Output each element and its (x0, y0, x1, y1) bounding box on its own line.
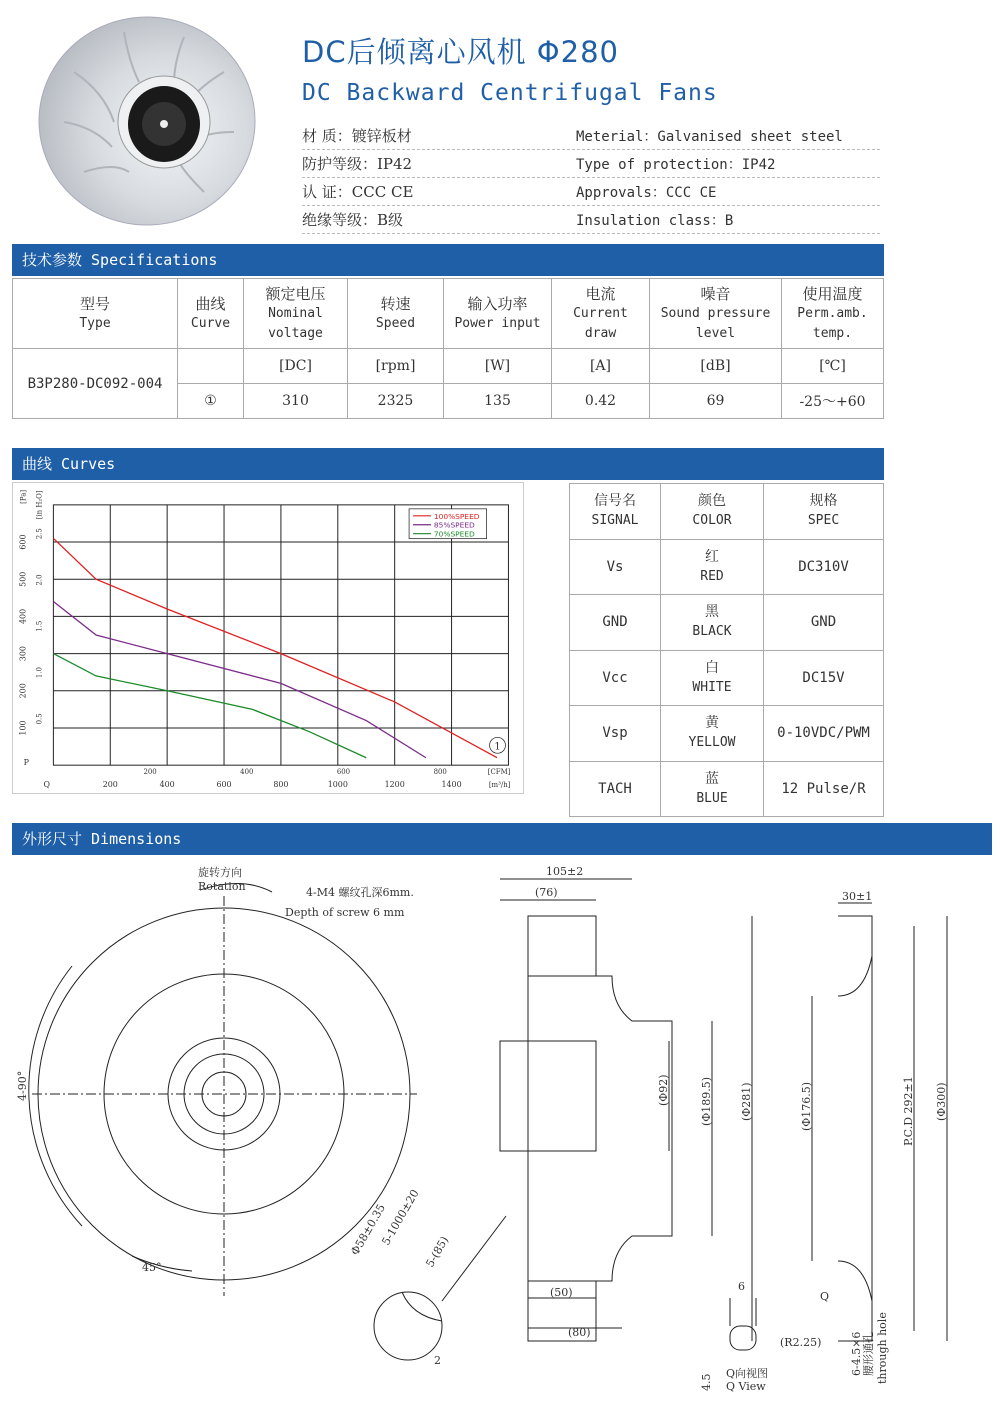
signal-row (570, 706, 884, 762)
color-cn: 黄 (705, 715, 719, 732)
color-en: YELLOW (688, 735, 736, 751)
spec-unit-row (13, 349, 884, 384)
unit-cell: [dB] (650, 349, 782, 384)
x-unit: [m³/h] (488, 781, 511, 790)
screw-cn: 4-M4 螺纹孔深6mm. (306, 886, 414, 899)
x-tick-label: 1000 (327, 780, 348, 790)
spec-header (244, 279, 348, 349)
value-cell: 0.42 (552, 384, 650, 419)
unit-cell: [℃] (782, 349, 884, 384)
page-subtitle: DC Backward Centrifugal Fans (302, 80, 718, 106)
width-label: (50) (550, 1286, 573, 1299)
signal-spec: 12 Pulse/R (764, 761, 884, 817)
color-en: BLACK (692, 624, 732, 640)
side-label: (Φ176.5) (800, 1081, 813, 1131)
performance-chart (12, 482, 524, 794)
x-tick-label: 1400 (441, 780, 462, 790)
dimension-labels (16, 865, 948, 1393)
header-en: Perm.amb. temp. (797, 305, 868, 341)
x2-tick-label: 600 (336, 768, 351, 777)
signal-row (570, 595, 884, 651)
hole-cn2: 腰形通孔 (862, 1332, 875, 1376)
value-cell: 135 (444, 384, 552, 419)
rotation-en: Rotation (198, 880, 246, 893)
signal-row (570, 761, 884, 817)
x-tick-label: 1200 (384, 780, 405, 790)
property-row (302, 150, 880, 178)
y-tick-label: 400 (18, 608, 28, 625)
signal-color (661, 595, 764, 651)
spec-header (13, 279, 178, 349)
header-en: SIGNAL (591, 513, 639, 529)
side-label: 30±1 (842, 890, 873, 903)
signal-spec: GND (764, 595, 884, 651)
header-en: Nominal voltage (268, 305, 323, 341)
value-cell: -25～+60 (782, 384, 884, 419)
header-cn: 转速 (380, 294, 411, 313)
color-en: BLUE (696, 790, 728, 806)
page-title: DC后倾离心风机 Φ280 (302, 35, 619, 69)
signal-color (661, 706, 764, 762)
angle-label: 45° (142, 1261, 162, 1274)
x2-tick-label: 200 (143, 768, 157, 777)
height-label: (Φ281) (740, 1082, 753, 1121)
signal-color (661, 539, 764, 595)
header-en: Sound pressure level (660, 305, 771, 341)
height-label: (Φ92) (657, 1074, 670, 1106)
screw-en: Depth of screw 6 mm (285, 906, 405, 919)
header-cn: 信号名 (594, 493, 636, 510)
header-cn: 输入功率 (467, 294, 528, 313)
width-label: (80) (568, 1326, 591, 1339)
x2-tick-label: 800 (433, 768, 447, 777)
property-en: Type of protection：IP42 (576, 156, 776, 173)
property-cn: 绝缘等级：B级 (302, 211, 404, 229)
property-row (302, 178, 880, 206)
section-bar-dims: 外形尺寸 Dimensions (12, 823, 992, 855)
signal-color (661, 650, 764, 706)
y-tick-label: 200 (18, 683, 28, 699)
properties-list (302, 122, 880, 234)
y2-tick-label: 0.5 (35, 713, 44, 725)
property-cn: 认 证：CCC CE (302, 183, 414, 201)
height-label: (Φ189.5) (700, 1076, 713, 1126)
width-label: 105±2 (546, 865, 584, 878)
cable-label: 5-(85) (423, 1234, 452, 1270)
color-cn: 白 (705, 659, 719, 676)
signal-spec: DC310V (764, 539, 884, 595)
y-unit: [Pa] (19, 489, 28, 504)
spec-header (782, 279, 884, 349)
signal-spec: 0-10VDC/PWM (764, 706, 884, 762)
legend-label: 85%SPEED (433, 520, 475, 530)
spec-header (444, 279, 552, 349)
diameter-label: Φ58±0.35 (348, 1201, 388, 1258)
signal-name: Vcc (570, 650, 661, 706)
x2-tick-label: 400 (240, 768, 254, 777)
header-cn: 规格 (809, 493, 838, 510)
y-axis-label: P (23, 758, 29, 768)
q-view-en: Q View (726, 1380, 766, 1393)
legend-label: 100%SPEED (433, 511, 480, 521)
slot-height-label: 4.5 (700, 1373, 713, 1391)
slot-width-label: 6 (738, 1280, 745, 1293)
property-row (302, 122, 880, 150)
spec-header (650, 279, 782, 349)
value-cell: ① (178, 384, 244, 419)
header-cn: 曲线 (195, 294, 226, 313)
legend-label: 70%SPEED (433, 529, 475, 539)
signal-header-row (570, 484, 884, 540)
radius-label: (R2.25) (780, 1336, 822, 1349)
x-tick-label: 400 (159, 780, 175, 790)
q-label: Q (820, 1290, 830, 1303)
curve-marker: 1 (494, 741, 501, 753)
color-cn: 蓝 (705, 770, 719, 787)
property-en: Meterial：Galvanised sheet steel (576, 128, 843, 145)
signal-name: GND (570, 595, 661, 651)
header-cn: 颜色 (698, 493, 726, 510)
signal-table (569, 483, 884, 817)
color-cn: 红 (705, 548, 719, 565)
header-en: SPEC (807, 513, 840, 529)
signal-color (661, 761, 764, 817)
signal-name: TACH (570, 761, 661, 817)
spec-table (12, 278, 884, 419)
unit-cell: [W] (444, 349, 552, 384)
section-bar-curves: 曲线 Curves (12, 448, 884, 480)
header-en: Speed (375, 315, 416, 331)
signal-header (570, 484, 661, 540)
signal-header (764, 484, 884, 540)
signal-row (570, 650, 884, 706)
header-en: Power input (454, 315, 541, 331)
header-cn: 使用温度 (802, 284, 863, 303)
angle-label: 4-90° (16, 1070, 29, 1101)
x-tick-label: 600 (216, 780, 232, 790)
color-en: WHITE (692, 679, 732, 695)
y2-tick-label: 2.0 (35, 574, 44, 586)
property-row (302, 206, 880, 234)
fan-photo (34, 12, 260, 230)
color-cn: 黑 (705, 604, 719, 621)
unit-cell: [A] (552, 349, 650, 384)
section-bar-spec: 技术参数 Specifications (12, 244, 884, 276)
property-en: Insulation class：B (576, 212, 734, 229)
side-label: P.C.D 292±1 (902, 1076, 915, 1146)
side-label: (Φ300) (935, 1082, 948, 1121)
header-en: COLOR (692, 513, 732, 529)
cable-label: 5-1000±20 (379, 1187, 422, 1248)
unit-cell: [rpm] (348, 349, 444, 384)
model-cell: B3P280-DC092-004 (13, 349, 178, 419)
width-label: (76) (535, 886, 558, 899)
hole-cn: 6-4.5×6 (850, 1331, 863, 1376)
y-tick-label: 300 (18, 646, 28, 662)
header-en: Current draw (573, 305, 628, 341)
y-tick-label: 500 (18, 571, 28, 587)
spec-header (552, 279, 650, 349)
empty-cell (178, 349, 244, 384)
color-en: RED (700, 568, 724, 584)
header-en: Type (79, 315, 111, 331)
header-cn: 噪音 (700, 284, 731, 303)
x-tick-label: 800 (273, 780, 289, 790)
hole-en: through hole (876, 1312, 889, 1384)
x2-unit: [CFM] (487, 768, 511, 777)
property-cn: 防护等级：IP42 (302, 155, 413, 173)
signal-header (661, 484, 764, 540)
value-cell: 69 (650, 384, 782, 419)
rotation-cn: 旋转方向 (198, 866, 242, 879)
detail-label: 2 (434, 1354, 441, 1367)
header-cn: 额定电压 (265, 284, 326, 303)
value-cell: 310 (244, 384, 348, 419)
x-tick-label: 200 (102, 780, 118, 790)
unit-cell: [DC] (244, 349, 348, 384)
y2-tick-label: 1.0 (35, 667, 44, 679)
x-axis-label: Q (43, 780, 50, 790)
signal-spec: DC15V (764, 650, 884, 706)
signal-row (570, 539, 884, 595)
header-cn: 型号 (79, 294, 110, 313)
y2-tick-label: 2.5 (35, 528, 44, 540)
value-cell: 2325 (348, 384, 444, 419)
spec-header-row (13, 279, 884, 349)
dimension-drawing (12, 856, 992, 1406)
y2-unit: [in H₂O] (35, 490, 44, 520)
y2-tick-label: 1.5 (35, 620, 44, 632)
header-en: Curve (190, 315, 231, 331)
y-tick-label: 100 (18, 720, 28, 736)
signal-name: Vsp (570, 706, 661, 762)
q-view-cn: Q向视图 (726, 1367, 769, 1380)
property-cn: 材 质：镀锌板材 (302, 127, 412, 145)
header-cn: 电流 (585, 284, 616, 303)
property-en: Approvals：CCC CE (576, 184, 717, 201)
spec-header (178, 279, 244, 349)
signal-name: Vs (570, 539, 661, 595)
y-tick-label: 600 (18, 534, 28, 550)
spec-header (348, 279, 444, 349)
